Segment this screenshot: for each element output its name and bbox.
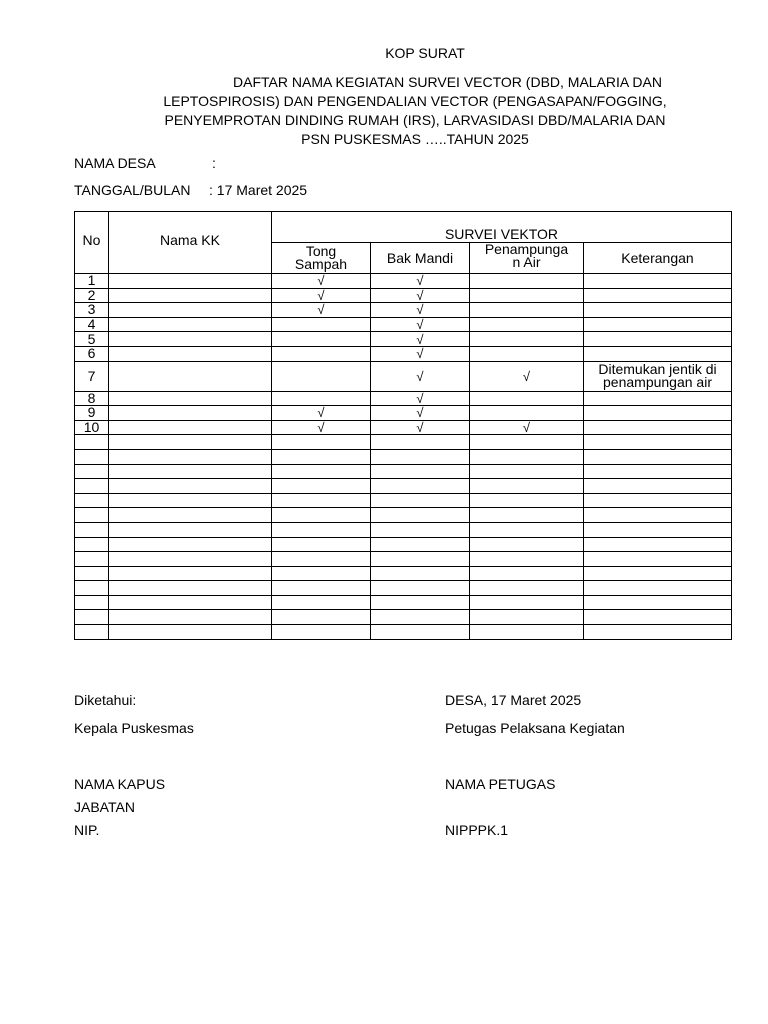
row-nama-kk	[109, 391, 272, 406]
row-nama-kk	[109, 406, 272, 421]
check-tong-sampah	[272, 552, 371, 567]
row-nama-kk	[109, 522, 272, 537]
check-tong-sampah: √	[272, 406, 371, 421]
header-keterangan: Keterangan	[584, 243, 732, 274]
check-bak-mandi	[371, 522, 470, 537]
table-row-empty	[75, 537, 732, 552]
check-penampungan-air	[470, 464, 584, 479]
survey-table	[74, 211, 732, 640]
nip-label: NIP.	[74, 822, 100, 838]
title-line: DAFTAR NAMA KEGIATAN SURVEI VECTOR (DBD, MALARIA DAN	[233, 74, 662, 90]
check-bak-mandi	[371, 464, 470, 479]
nipppk-label: NIPPPK.1	[445, 822, 509, 838]
check-penampungan-air	[470, 332, 584, 347]
place-date: DESA, 17 Maret 2025	[445, 692, 582, 708]
row-no	[75, 493, 109, 508]
table-row-empty	[75, 595, 732, 610]
table-body	[75, 274, 732, 640]
table-row-empty	[75, 435, 732, 450]
check-penampungan-air	[470, 479, 584, 494]
row-keterangan	[584, 464, 732, 479]
header-penampungan-line2: n Air	[512, 254, 541, 270]
row-nama-kk	[109, 288, 272, 303]
row-keterangan	[584, 361, 732, 391]
desa-label: NAMA DESA	[74, 155, 156, 171]
row-nama-kk	[109, 625, 272, 640]
row-nama-kk	[109, 332, 272, 347]
nama-petugas: NAMA PETUGAS	[445, 776, 556, 792]
header-survei-vektor: SURVEI VEKTOR	[272, 212, 732, 243]
check-bak-mandi	[371, 479, 470, 494]
check-tong-sampah	[272, 625, 371, 640]
title-line: PENYEMPROTAN DINDING RUMAH (IRS), LARVASIDASI DBD/MALARIA DAN	[164, 112, 666, 128]
row-nama-kk	[109, 479, 272, 494]
table-row-empty	[75, 449, 732, 464]
check-bak-mandi	[371, 610, 470, 625]
row-keterangan	[584, 449, 732, 464]
check-tong-sampah: √	[272, 274, 371, 289]
table-row-empty	[75, 610, 732, 625]
row-nama-kk	[109, 493, 272, 508]
table-row-empty	[75, 581, 732, 596]
check-penampungan-air	[470, 537, 584, 552]
header-tong-sampah	[272, 243, 371, 274]
header-nama-kk: Nama KK	[109, 212, 272, 274]
check-bak-mandi	[371, 625, 470, 640]
check-tong-sampah	[272, 317, 371, 332]
row-nama-kk	[109, 595, 272, 610]
check-bak-mandi	[371, 449, 470, 464]
row-keterangan	[584, 274, 732, 289]
check-tong-sampah	[272, 464, 371, 479]
row-keterangan	[584, 435, 732, 450]
table-row	[75, 406, 732, 421]
row-keterangan	[584, 406, 732, 421]
row-no: 7	[75, 361, 109, 391]
row-keterangan	[584, 479, 732, 494]
table-row-empty	[75, 522, 732, 537]
row-keterangan	[584, 332, 732, 347]
row-nama-kk	[109, 537, 272, 552]
check-bak-mandi: √	[371, 317, 470, 332]
row-keterangan	[584, 303, 732, 318]
check-bak-mandi	[371, 552, 470, 567]
check-tong-sampah	[272, 449, 371, 464]
check-penampungan-air: √	[470, 420, 584, 435]
check-penampungan-air	[470, 522, 584, 537]
keterangan-line: Ditemukan jentik di	[598, 361, 717, 378]
table-row-empty	[75, 464, 732, 479]
row-keterangan	[584, 391, 732, 406]
row-no: 4	[75, 317, 109, 332]
check-bak-mandi: √	[371, 274, 470, 289]
row-keterangan	[584, 610, 732, 625]
check-penampungan-air	[470, 552, 584, 567]
table-row-empty	[75, 552, 732, 567]
row-nama-kk	[109, 508, 272, 523]
row-no: 1	[75, 274, 109, 289]
row-nama-kk	[109, 420, 272, 435]
row-no: 9	[75, 406, 109, 421]
table-row	[75, 303, 732, 318]
row-nama-kk	[109, 346, 272, 361]
header-penampungan-air	[470, 243, 584, 274]
header-penampungan-line1: Penampunga	[484, 242, 569, 257]
check-bak-mandi: √	[371, 346, 470, 361]
header-bak-mandi: Bak Mandi	[371, 243, 470, 274]
row-nama-kk	[109, 317, 272, 332]
check-penampungan-air	[470, 581, 584, 596]
check-bak-mandi	[371, 581, 470, 596]
row-nama-kk	[109, 581, 272, 596]
check-penampungan-air	[470, 391, 584, 406]
row-no	[75, 610, 109, 625]
check-tong-sampah: √	[272, 303, 371, 318]
check-tong-sampah	[272, 479, 371, 494]
check-penampungan-air	[470, 346, 584, 361]
check-bak-mandi: √	[371, 303, 470, 318]
tanggal-label: TANGGAL/BULAN	[74, 182, 191, 198]
row-no	[75, 435, 109, 450]
check-tong-sampah	[272, 522, 371, 537]
check-bak-mandi: √	[371, 406, 470, 421]
row-keterangan	[584, 625, 732, 640]
row-nama-kk	[109, 464, 272, 479]
table-row	[75, 391, 732, 406]
table-row-empty	[75, 508, 732, 523]
check-tong-sampah	[272, 332, 371, 347]
row-keterangan	[584, 566, 732, 581]
check-tong-sampah	[272, 537, 371, 552]
title-line: PSN PUSKESMAS …..TAHUN 2025	[301, 131, 529, 147]
check-tong-sampah	[272, 610, 371, 625]
check-bak-mandi: √	[371, 332, 470, 347]
check-penampungan-air	[470, 303, 584, 318]
header-tong-line2: Sampah	[294, 256, 348, 272]
row-keterangan	[584, 346, 732, 361]
document-title	[0, 73, 768, 149]
letterhead-placeholder: KOP SURAT	[385, 45, 465, 61]
row-keterangan	[584, 288, 732, 303]
row-nama-kk	[109, 303, 272, 318]
row-keterangan	[584, 317, 732, 332]
keterangan-line: penampungan air	[603, 374, 712, 391]
header-tong-line1: Tong	[305, 243, 337, 259]
check-tong-sampah	[272, 595, 371, 610]
row-no	[75, 522, 109, 537]
check-bak-mandi	[371, 537, 470, 552]
kepala-puskesmas-label: Kepala Puskesmas	[74, 720, 194, 736]
petugas-pelaksana-label: Petugas Pelaksana Kegiatan	[445, 720, 625, 736]
table-row	[75, 420, 732, 435]
check-tong-sampah: √	[272, 288, 371, 303]
check-penampungan-air	[470, 406, 584, 421]
row-nama-kk	[109, 552, 272, 567]
check-tong-sampah	[272, 581, 371, 596]
check-tong-sampah	[272, 391, 371, 406]
row-no	[75, 537, 109, 552]
row-nama-kk	[109, 610, 272, 625]
row-nama-kk	[109, 274, 272, 289]
check-penampungan-air	[470, 493, 584, 508]
check-penampungan-air	[470, 595, 584, 610]
check-bak-mandi	[371, 566, 470, 581]
table-row	[75, 361, 732, 391]
check-bak-mandi	[371, 493, 470, 508]
check-tong-sampah	[272, 566, 371, 581]
row-nama-kk	[109, 361, 272, 391]
row-no	[75, 449, 109, 464]
row-no	[75, 581, 109, 596]
diketahui-label: Diketahui:	[74, 692, 137, 708]
row-no: 6	[75, 346, 109, 361]
check-tong-sampah	[272, 346, 371, 361]
jabatan-label: JABATAN	[74, 799, 135, 815]
table-row	[75, 317, 732, 332]
row-no: 5	[75, 332, 109, 347]
check-penampungan-air	[470, 508, 584, 523]
table-row	[75, 346, 732, 361]
check-bak-mandi: √	[371, 391, 470, 406]
table-row	[75, 288, 732, 303]
check-tong-sampah	[272, 435, 371, 450]
row-nama-kk	[109, 566, 272, 581]
row-no: 10	[75, 420, 109, 435]
tanggal-value: : 17 Maret 2025	[209, 182, 308, 198]
check-bak-mandi	[371, 435, 470, 450]
check-bak-mandi	[371, 508, 470, 523]
row-keterangan	[584, 420, 732, 435]
table-row	[75, 332, 732, 347]
check-bak-mandi: √	[371, 361, 470, 391]
row-no: 3	[75, 303, 109, 318]
row-nama-kk	[109, 435, 272, 450]
table-row-empty	[75, 566, 732, 581]
header-no: No	[75, 212, 109, 274]
row-no: 8	[75, 391, 109, 406]
check-penampungan-air	[470, 610, 584, 625]
desa-colon: :	[212, 155, 216, 171]
row-keterangan	[584, 508, 732, 523]
row-nama-kk	[109, 449, 272, 464]
nama-kapus: NAMA KAPUS	[74, 776, 166, 792]
row-keterangan	[584, 595, 732, 610]
check-tong-sampah: √	[272, 420, 371, 435]
check-penampungan-air	[470, 274, 584, 289]
check-tong-sampah	[272, 508, 371, 523]
title-line: LEPTOSPIROSIS) DAN PENGENDALIAN VECTOR (PENGASAPAN/FOGGING,	[163, 93, 667, 109]
row-keterangan	[584, 537, 732, 552]
table-row-empty	[75, 479, 732, 494]
check-penampungan-air: √	[470, 361, 584, 391]
row-keterangan	[584, 581, 732, 596]
check-penampungan-air	[470, 625, 584, 640]
check-penampungan-air	[470, 288, 584, 303]
check-bak-mandi: √	[371, 420, 470, 435]
table-row-empty	[75, 493, 732, 508]
row-no	[75, 552, 109, 567]
row-no	[75, 479, 109, 494]
row-no	[75, 625, 109, 640]
row-no	[75, 566, 109, 581]
row-keterangan	[584, 522, 732, 537]
check-penampungan-air	[470, 566, 584, 581]
row-keterangan	[584, 552, 732, 567]
row-no: 2	[75, 288, 109, 303]
check-bak-mandi	[371, 595, 470, 610]
check-bak-mandi: √	[371, 288, 470, 303]
row-no	[75, 508, 109, 523]
table-row-empty	[75, 625, 732, 640]
row-no	[75, 464, 109, 479]
table-row	[75, 274, 732, 289]
check-tong-sampah	[272, 493, 371, 508]
check-penampungan-air	[470, 449, 584, 464]
row-no	[75, 595, 109, 610]
row-keterangan	[584, 493, 732, 508]
check-penampungan-air	[470, 435, 584, 450]
check-tong-sampah	[272, 361, 371, 391]
check-penampungan-air	[470, 317, 584, 332]
